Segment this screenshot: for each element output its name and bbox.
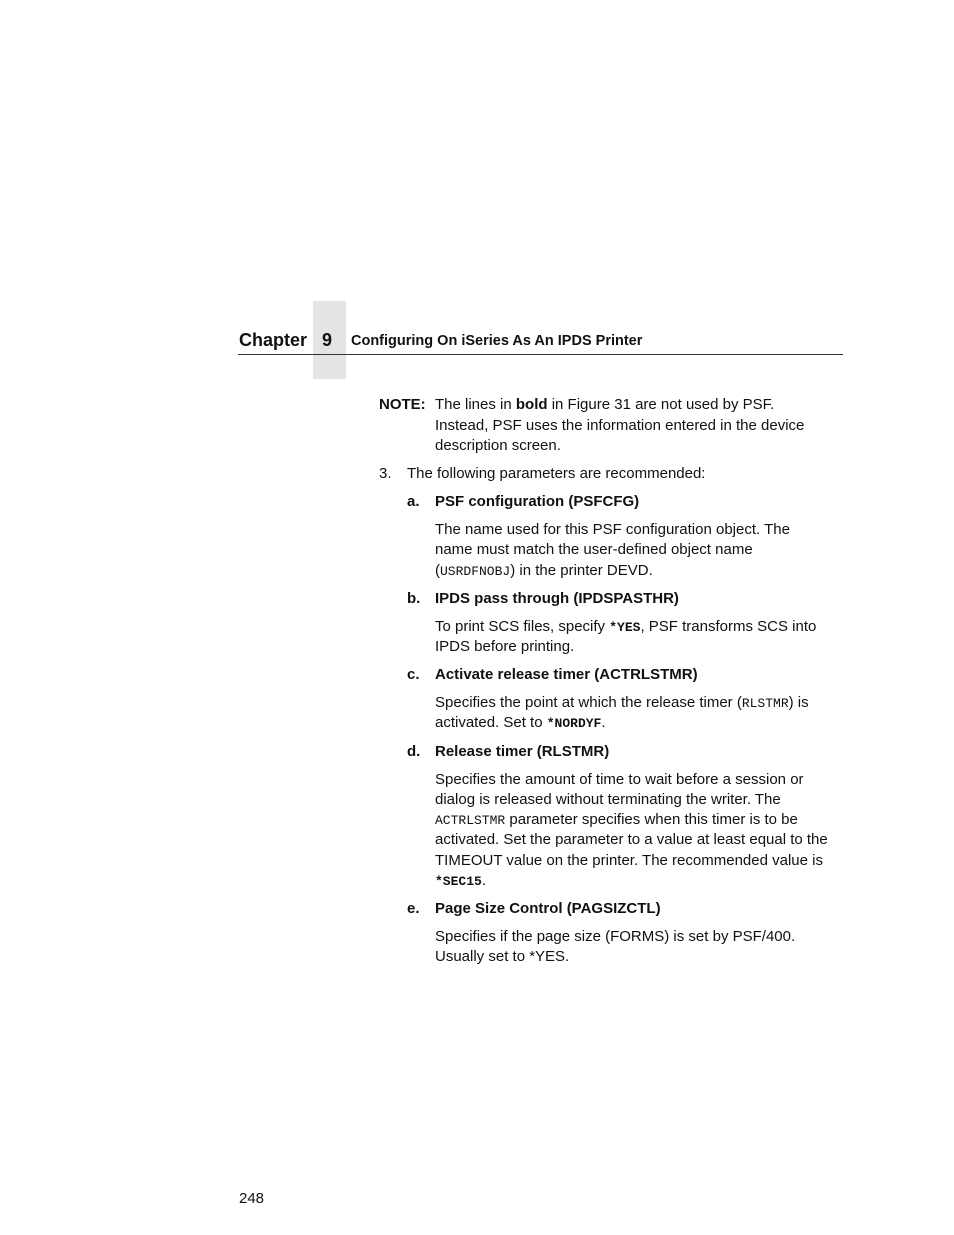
note-line-3: description screen. [435, 437, 561, 454]
chapter-label: Chapter [239, 330, 308, 350]
note-label: NOTE: [379, 396, 426, 413]
page-number: 248 [239, 1190, 265, 1207]
item-d-line-6: *SEC15. [435, 872, 486, 889]
item-c-letter: c. [407, 666, 420, 683]
step-number: 3. [379, 465, 392, 482]
item-d-line-2: dialog is released without terminating the writer. The [435, 791, 781, 808]
item-b-line-2: IPDS before printing. [435, 638, 575, 655]
item-e-line-2: Usually set to *YES. [435, 948, 570, 965]
chapter-number: 9 [322, 330, 333, 350]
item-c-heading: Activate release timer (ACTRLSTMR) [435, 666, 698, 683]
item-a-line-1: The name used for this PSF configuration object. The [435, 521, 790, 538]
item-c-line-2: activated. Set to *NORDYF. [435, 714, 606, 731]
item-b-line-1: To print SCS files, specify *YES, PSF transforms SCS into [435, 618, 817, 635]
item-d-line-5: TIMEOUT value on the printer. The recommended value is [435, 852, 823, 869]
item-d-line-1: Specifies the amount of time to wait before a session or [435, 771, 804, 788]
step-text: The following parameters are recommended: [407, 465, 706, 482]
item-e-letter: e. [407, 900, 420, 917]
note-line-1: The lines in bold in Figure 31 are not used by PSF. [435, 396, 775, 413]
item-a-line-2: name must match the user-defined object name [435, 541, 753, 558]
item-a-line-3: (USRDFNOBJ) in the printer DEVD. [435, 562, 653, 579]
item-d-line-3: ACTRLSTMR parameter specifies when this timer is to be [435, 811, 798, 828]
item-b-letter: b. [407, 590, 421, 607]
item-b-heading: IPDS pass through (IPDSPASTHR) [435, 590, 679, 607]
item-c-line-1: Specifies the point at which the release timer (RLSTMR) is [435, 694, 809, 711]
item-a-heading: PSF configuration (PSFCFG) [435, 493, 640, 510]
item-e-line-1: Specifies if the page size (FORMS) is set by PSF/400. [435, 928, 796, 945]
item-d-line-4: activated. Set the parameter to a value at least equal to the [435, 831, 828, 848]
header-rule [238, 354, 843, 355]
item-e-heading: Page Size Control (PAGSIZCTL) [435, 900, 661, 917]
chapter-title: Configuring On iSeries As An IPDS Printer [351, 333, 643, 349]
item-a-letter: a. [407, 493, 420, 510]
item-d-letter: d. [407, 743, 421, 760]
note-line-2: Instead, PSF uses the information entered in the device [435, 417, 805, 434]
item-d-heading: Release timer (RLSTMR) [435, 743, 610, 760]
